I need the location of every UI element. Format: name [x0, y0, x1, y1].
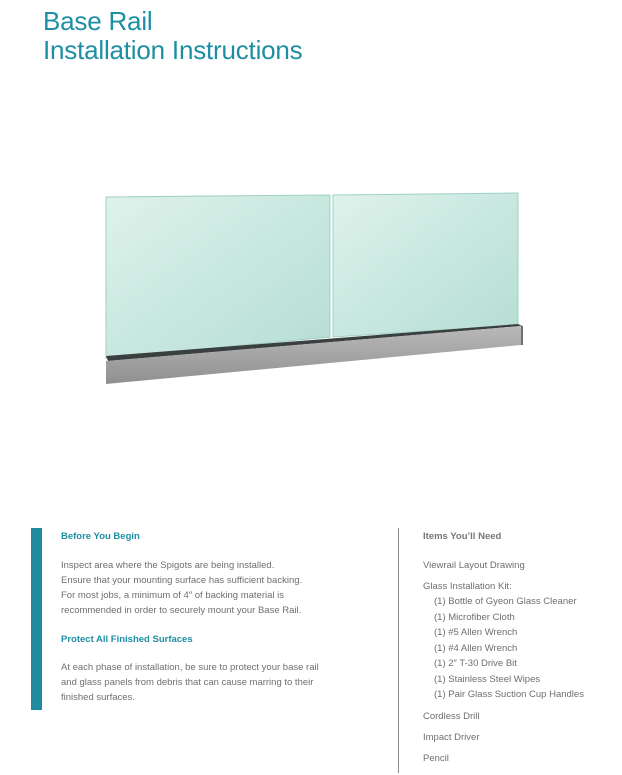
- before-line-1: Inspect area where the Spigots are being installed.: [61, 560, 275, 571]
- before-line-3: For most jobs, a minimum of 4″ of backing material is: [61, 590, 284, 601]
- kit-item: (1) Bottle of Gyeon Glass Cleaner: [434, 596, 577, 607]
- kit-item: (1) Microfiber Cloth: [434, 611, 515, 623]
- kit-item: (1) 2″ T-30 Drive Bit: [434, 658, 517, 669]
- before-line-4: recommended in order to securely mount your Base Rail.: [61, 605, 302, 616]
- kit-item: (1) #4 Allen Wrench: [434, 642, 518, 654]
- glass-panel-left: [106, 195, 330, 358]
- glass-panel-right: [333, 193, 518, 337]
- kit-item: (1) #5 Allen Wrench: [434, 627, 518, 638]
- items-section: [423, 530, 618, 766]
- protect-heading: Protect All Finished Surfaces: [61, 634, 193, 645]
- accent-bar: [31, 528, 42, 710]
- title-line-2: Installation Instructions: [43, 35, 303, 65]
- page-title: [43, 7, 302, 65]
- before-you-begin-heading: Before You Begin: [61, 531, 140, 542]
- before-you-begin-section: [61, 530, 381, 705]
- item-pencil: Pencil: [423, 752, 449, 764]
- items-heading: Items You’ll Need: [423, 531, 502, 542]
- before-you-begin-text: [61, 558, 381, 618]
- column-divider: [398, 528, 399, 773]
- item-impact-driver: Impact Driver: [423, 731, 480, 743]
- base-rail-illustration: [100, 185, 528, 395]
- item-cordless-drill: Cordless Drill: [423, 710, 480, 722]
- protect-line-1: At each phase of installation, be sure to protect your base rail: [61, 662, 319, 673]
- item-kit-label: Glass Installation Kit:: [423, 581, 512, 592]
- protect-line-3: finished surfaces.: [61, 692, 135, 703]
- kit-item: (1) Pair Glass Suction Cup Handles: [434, 689, 584, 700]
- protect-text: [61, 660, 381, 705]
- title-line-1: Base Rail: [43, 6, 153, 36]
- protect-line-2: and glass panels from debris that can cause marring to their: [61, 677, 314, 688]
- before-line-2: Ensure that your mounting surface has sufficient backing.: [61, 575, 303, 586]
- item-layout-drawing: Viewrail Layout Drawing: [423, 560, 525, 571]
- kit-item: (1) Stainless Steel Wipes: [434, 673, 541, 685]
